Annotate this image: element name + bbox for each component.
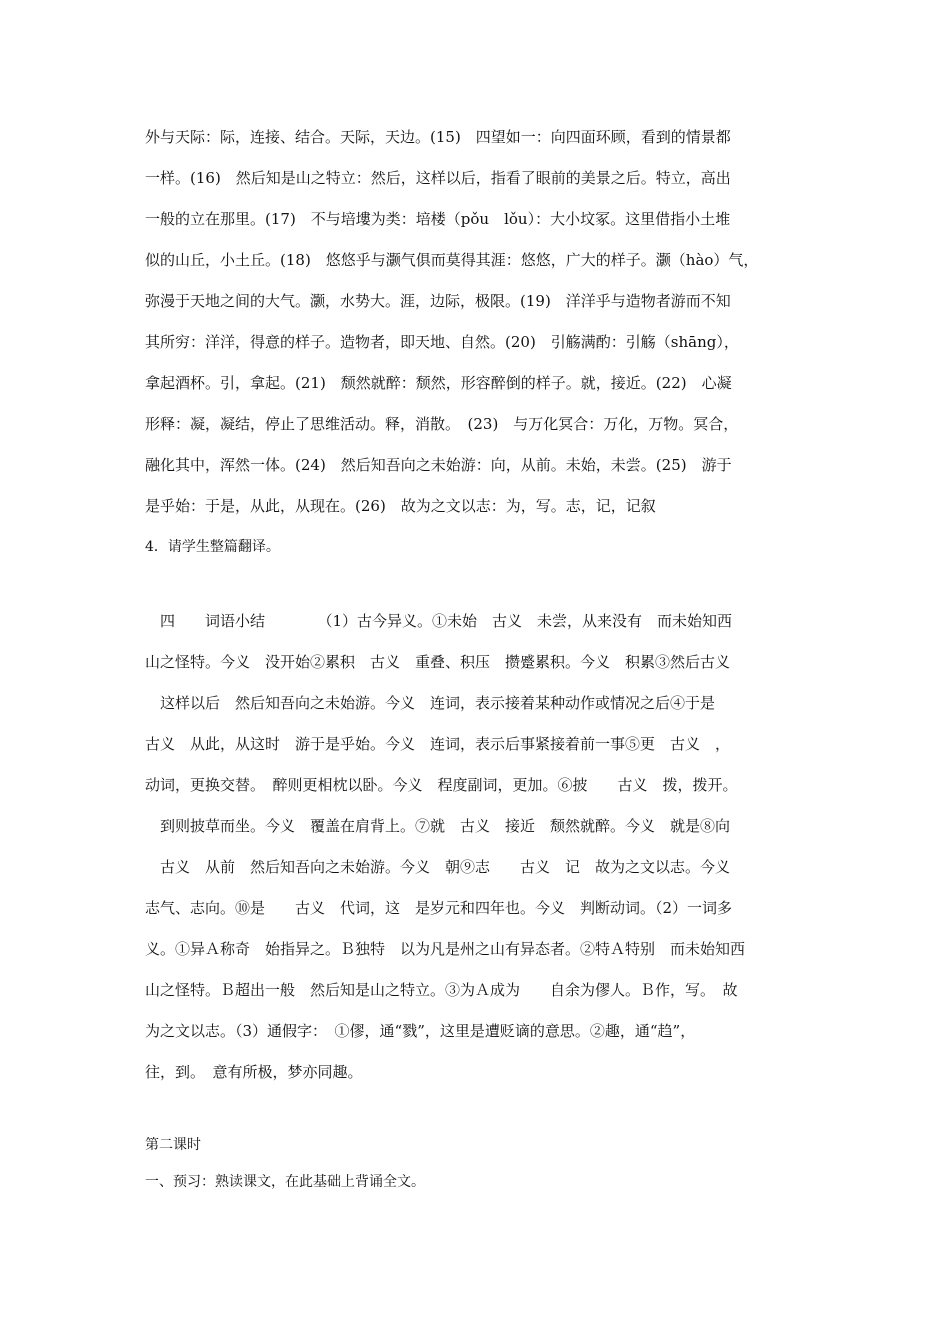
summary-line: 义。①异Ａ称奇 始指异之。Ｂ独特 以为凡是州之山有异态者。②特Ａ特别 而未始知西 [145, 940, 746, 958]
notes-line: 形释：凝，凝结，停止了思维活动。释，消散。 (23) 与万化冥合：万化，万物。冥合， [145, 415, 739, 433]
translate-task: 4．请学生整篇翻译。 [145, 539, 280, 555]
summary-line: 古义 从前 然后知吾向之未始游。今义 朝⑨志 古义 记 故为之文以志。今义 [145, 858, 731, 876]
notes-line: 外与天际：际，连接、结合。天际，天边。(15) 四望如一：向四面环顾，看到的情景都 [145, 128, 731, 146]
notes-line: 一般的立在那里。(17) 不与培塿为类：培楼（pǒu lǒu）：大小坟冢。这里借指小土堆 [145, 210, 731, 228]
summary-line: 动词，更换交替。 醉则更相枕以卧。今义 程度副词，更加。⑥披 古义 拨，拨开。 [145, 776, 738, 794]
summary-line: 古义 从此，从这时 游于是乎始。今义 连词，表示后事紧接着前一事⑤更 古义 ， [145, 735, 731, 753]
notes-line: 其所穷：洋洋，得意的样子。造物者，即天地、自然。(20) 引觞满酌：引觞（shāng）， [145, 333, 739, 351]
summary-line: 四 词语小结 （1）古今异义。①未始 古义 未尝，从来没有 而未始知西 [145, 612, 733, 630]
notes-line: 一样。(16) 然后知是山之特立：然后，这样以后，指看了眼前的美景之后。特立，高出 [145, 169, 731, 187]
notes-line: 拿起酒杯。引，拿起。(21) 颓然就醉：颓然，形容醉倒的样子。就，接近。(22) 心凝 [145, 374, 732, 392]
summary-line: 山之怪特。Ｂ超出一般 然后知是山之特立。③为Ａ成为 自余为僇人。Ｂ作，写。 故 [145, 981, 738, 999]
notes-line: 是乎始：于是，从此，从现在。(26) 故为之文以志：为，写。志，记，记叙 [145, 497, 656, 515]
summary-line: 山之怪特。今义 没开始②累积 古义 重叠、积压 攒蹙累积。今义 积累③然后古义 [145, 653, 731, 671]
summary-line: 为之文以志。（3）通假字： ①僇，通“戮”，这里是遭贬谪的意思。②趣，通“趋”， [145, 1022, 696, 1040]
notes-line: 似的山丘，小土丘。(18) 悠悠乎与灏气俱而莫得其涯：悠悠，广大的样子。灏（hào）气， [145, 251, 759, 269]
summary-line: 这样以后 然后知吾向之未始游。今义 连词，表示接着某种动作或情况之后④于是 [145, 694, 716, 712]
summary-line: 志气、志向。⑩是 古义 代词，这 是岁元和四年也。今义 判断动词。（2）一词多 [145, 899, 733, 917]
notes-line: 融化其中，浑然一体。(24) 然后知吾向之未始游：向，从前。未始，未尝。(25) 游于 [145, 456, 732, 474]
summary-line: 往，到。 意有所极，梦亦同趣。 [145, 1063, 363, 1081]
notes-line: 弥漫于天地之间的大气。灏，水势大。涯，边际，极限。(19) 洋洋乎与造物者游而不知 [145, 292, 731, 310]
summary-line: 到则披草而坐。今义 覆盖在肩背上。⑦就 古义 接近 颓然就醉。今义 就是⑧向 [145, 817, 731, 835]
second-lesson-heading: 第二课时 [145, 1137, 201, 1153]
preview-task: 一、预习：熟读课文，在此基础上背诵全文。 [145, 1174, 425, 1190]
